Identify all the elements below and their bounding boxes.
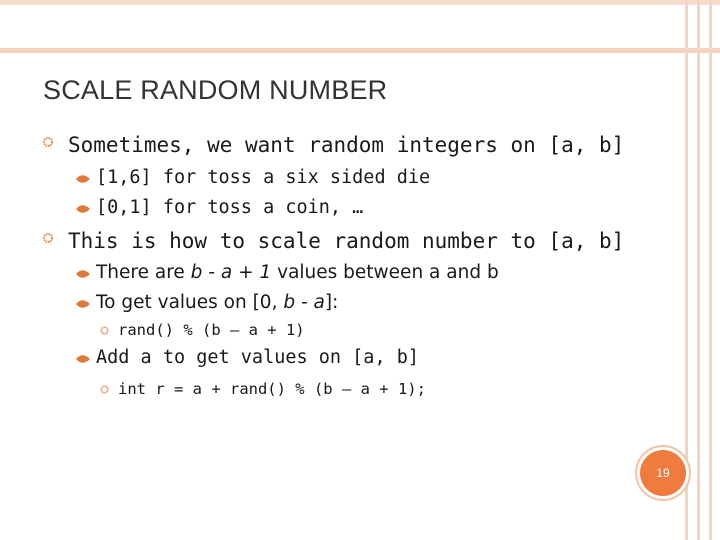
frame-line — [709, 0, 712, 540]
gear-bullet-icon — [100, 380, 109, 398]
gear-bullet-icon — [43, 233, 53, 243]
slide-title: SCALE RANDOM NUMBER — [43, 75, 388, 105]
arrow-bullet-icon — [75, 294, 91, 315]
title-rule — [0, 48, 720, 53]
gear-bullet-icon — [100, 321, 109, 339]
arrow-bullet-icon — [75, 264, 91, 285]
arrow-bullet-icon — [75, 199, 91, 220]
code-snippet: int r = a + rand() % (b – a + 1); — [118, 380, 426, 398]
sub-bullet-text: [0,1] for toss a coin, … — [96, 197, 364, 218]
sub-bullet-text: There are b - a + 1 values between a and b — [96, 262, 499, 283]
sub-bullet-text: Add a to get values on [a, b] — [96, 347, 420, 368]
bullet-text: This is how to scale random number to [a, b] — [68, 229, 625, 253]
page-number-badge: 19 — [640, 450, 686, 496]
code-snippet: rand() % (b – a + 1) — [118, 321, 305, 339]
arrow-bullet-icon — [75, 349, 91, 370]
bullet-text: Sometimes, we want random integers on [a, b] — [68, 133, 625, 157]
frame-line — [685, 0, 688, 540]
sub-bullet-text: To get values on [0, b - a]: — [96, 292, 339, 313]
gear-bullet-icon — [43, 137, 53, 147]
frame-line — [697, 0, 700, 540]
arrow-bullet-icon — [75, 169, 91, 190]
sub-bullet-text: [1,6] for toss a six sided die — [96, 167, 431, 188]
top-rule — [0, 0, 720, 5]
